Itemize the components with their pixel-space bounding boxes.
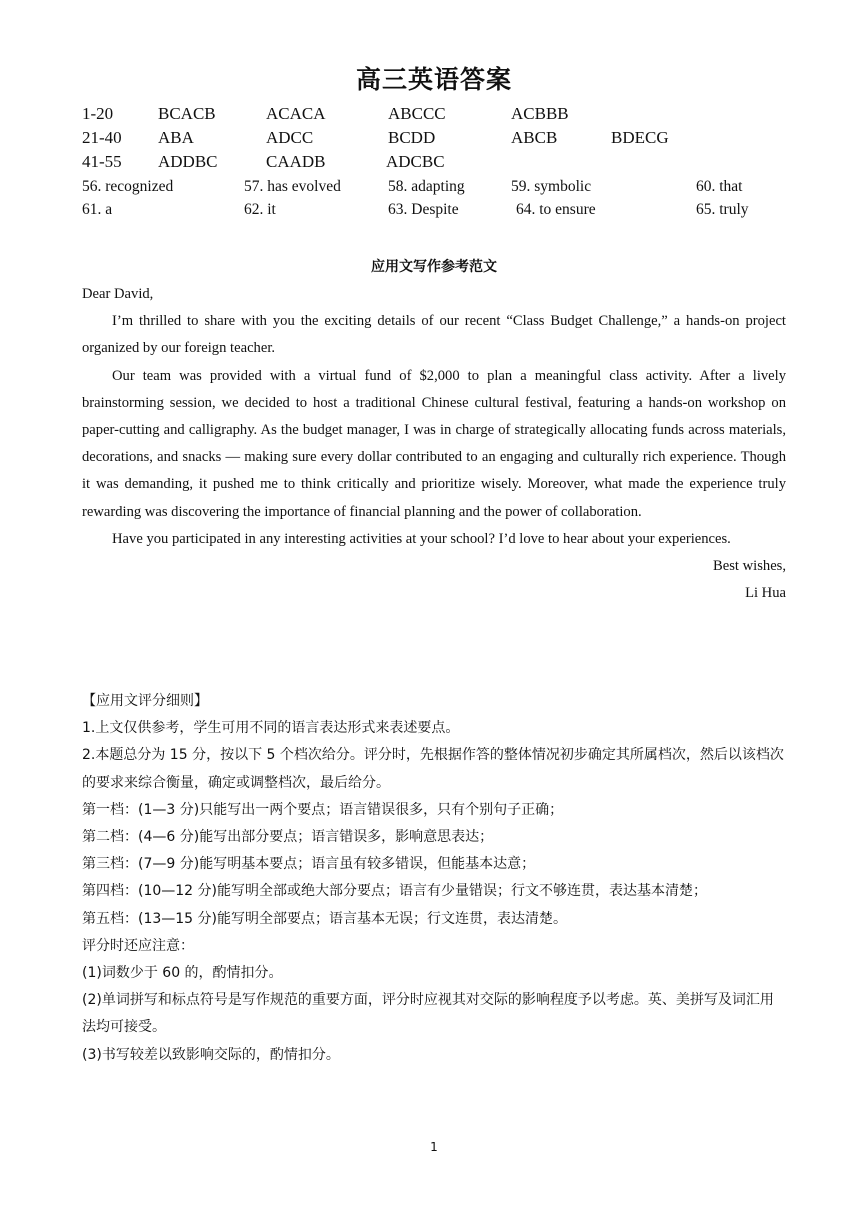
essay-paragraph: Our team was provided with a virtual fund of $2,000 to plan a meaningful class activity. After a lively brainstorming session, we decided to host a traditional Chinese cultural festival, featuring a hands-on workshop on paper-cutting and calligraphy. As the budget manager, I was in charge of strategically allocating funds across materials, decorations, and snacks — making sure every dollar contributed to an engaging and culturally rich experience. Though it was demanding, it pushed me to think critically and prioritize wisely. Moreover, what made the experience truly rewarding was discovering the importance of financial planning and the power of collaboration. [82,367,786,520]
blank-answer: 58. adapting [388,178,465,195]
rubric-item: 评分时还应注意： [82,937,194,954]
page-title: 高三英语答案 [355,65,512,94]
rubric-item: 第一档：(1—3 分)只能写出一两个要点；语言错误很多，只有个别句子正确； [82,801,564,818]
blank-answer: 60. that [696,178,743,195]
page-number: 1 [430,1140,438,1154]
model-essay [82,281,786,607]
blank-answer-row [0,178,868,200]
answer-group: ACBBB [511,104,569,123]
blank-answer: 65. truly [696,201,749,218]
rubric-item: (2)单词拼写和标点符号是写作规范的重要方面，评分时应视其对交际的影响程度予以考虑。英、美拼写及词汇用法均可接受。 [82,992,774,1036]
rubric-heading: 【应用文评分细则】 [82,693,208,709]
rubric-item: 第五档：(13—15 分)能写明全部要点；语言基本无误；行文连贯，表达清楚。 [82,910,568,927]
answer-group: ABCB [511,128,558,147]
blank-answer: 61. a [82,201,113,218]
essay-closing: Best wishes, [713,558,786,575]
answer-group: ABA [158,128,194,147]
answer-group: ADCBC [386,152,445,171]
answer-group: BDECG [611,128,669,147]
rubric-item: 第二档：(4—6 分)能写出部分要点；语言错误多，影响意思表达； [82,829,494,846]
blank-answer-row [0,201,868,223]
blank-answer: 56. recognized [82,178,174,195]
essay-signature: Li Hua [745,585,786,602]
blank-answer: 62. it [244,201,276,218]
answer-group: ABCCC [388,104,446,123]
essay-greeting: Dear David, [82,286,154,302]
answer-row [0,152,868,176]
answer-group: ADCC [266,128,314,147]
blank-answer: 59. symbolic [511,178,592,195]
answer-range: 21-40 [82,128,122,147]
essay-paragraph: I’m thrilled to share with you the exciting details of our recent “Class Budget Challenge,” a hands-on project organized by our foreign teacher. [82,313,786,357]
answer-group: ACACA [266,104,326,123]
answer-group: CAADB [266,152,326,171]
answer-range: 41-55 [82,152,122,171]
answer-range: 1-20 [82,104,114,123]
blank-answer: 64. to ensure [516,201,596,218]
rubric-item: 2.本题总分为 15 分，按以下 5 个档次给分。评分时，先根据作答的整体情况初步确定其所属档次，然后以该档次的要求来综合衡量，确定或调整档次，最后给分。 [82,747,784,791]
rubric-item: (1)词数少于 60 的，酌情扣分。 [82,965,283,982]
rubric-item: 第四档：(10—12 分)能写明全部或绝大部分要点；语言有少量错误；行文不够连贯，表达基本清楚； [82,883,708,900]
answer-row [0,128,868,152]
rubric-item: 第三档：(7—9 分)能写明基本要点；语言虽有较多错误，但能基本达意； [82,856,536,873]
essay-title: 应用文写作参考范文 [371,259,497,275]
scoring-rubric [82,688,786,1069]
rubric-item: 1.上文仅供参考，学生可用不同的语言表达形式来表述要点。 [82,720,460,737]
rubric-item: (3)书写较差以致影响交际的，酌情扣分。 [82,1046,340,1063]
answer-group: BCDD [388,128,436,147]
essay-paragraph: Have you participated in any interesting activities at your school? I’d love to hear about your experiences. [112,530,731,547]
blank-answer: 57. has evolved [244,178,341,195]
answer-row [0,104,868,128]
blank-answer: 63. Despite [388,201,459,218]
answer-group: BCACB [158,104,216,123]
answer-group: ADDBC [158,152,218,171]
